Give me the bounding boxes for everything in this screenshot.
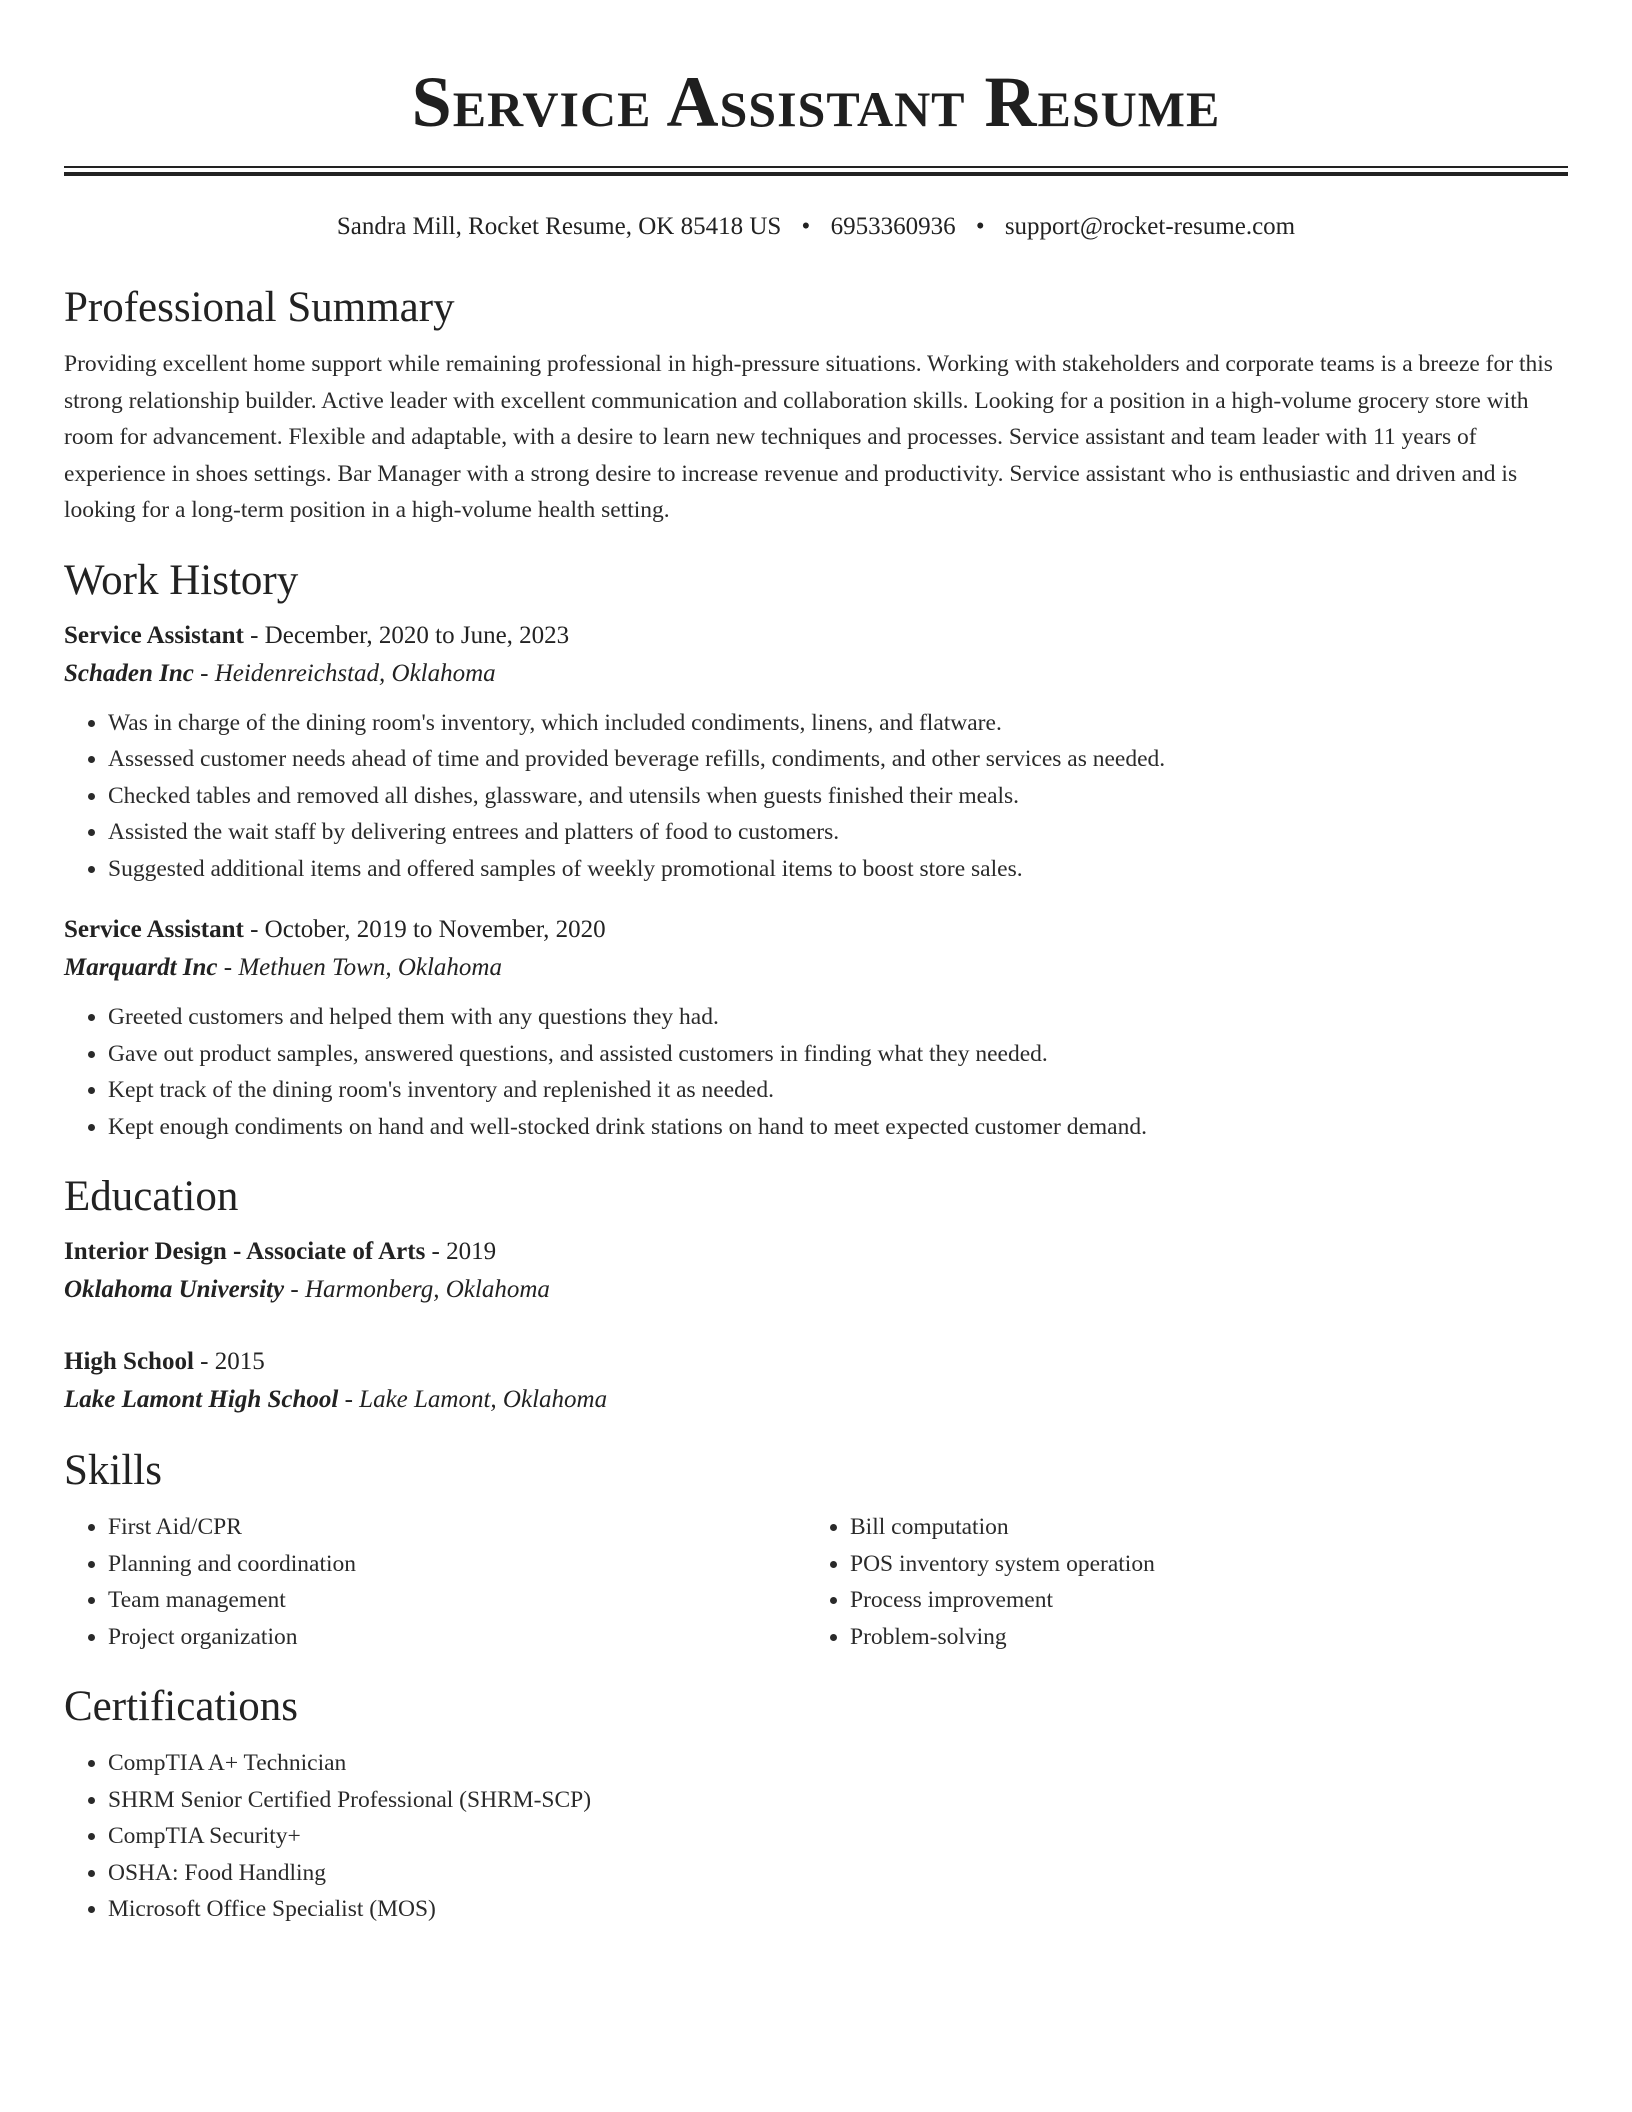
list-item: • CompTIA Security+ xyxy=(108,1818,1568,1855)
education-degree-line xyxy=(64,1343,1568,1381)
skills-list xyxy=(64,1509,806,1655)
certifications-heading: Certifications xyxy=(64,1683,299,1730)
education-school: Oklahoma University xyxy=(64,1276,285,1303)
list-item: • Checked tables and removed all dishes, glassware, and utensils when guests finished their meals. xyxy=(108,778,1568,815)
certifications-list xyxy=(64,1745,1568,1928)
list-item: • Kept enough condiments on hand and well-stocked drink stations on hand to meet expected customer demand. xyxy=(108,1109,1568,1146)
job-title-line xyxy=(64,617,1568,655)
job-company-line xyxy=(64,655,1568,693)
list-item: • Process improvement xyxy=(850,1582,1548,1619)
job-entry xyxy=(64,911,1568,1145)
resume-title: Service Assistant Resume xyxy=(411,62,1221,142)
job-role: Service Assistant xyxy=(64,621,244,649)
skills-list xyxy=(806,1509,1548,1655)
list-item: • Assessed customer needs ahead of time and provided beverage refills, condiments, and other services as needed. xyxy=(108,741,1568,778)
list-item: • SHRM Senior Certified Professional (SHRM-SCP) xyxy=(108,1782,1568,1819)
work-history-heading: Work History xyxy=(64,556,299,604)
contact-phone: 6953360936 xyxy=(830,213,956,240)
skills-column-left xyxy=(64,1509,806,1655)
list-item: • Kept track of the dining room's inventory and replenished it as needed. xyxy=(108,1072,1568,1109)
list-item: • CompTIA A+ Technician xyxy=(108,1745,1568,1782)
contact-separator: • xyxy=(801,213,811,240)
list-item: • Planning and coordination xyxy=(108,1546,806,1583)
list-item: • OSHA: Food Handling xyxy=(108,1855,1568,1892)
list-item: • Problem-solving xyxy=(850,1619,1548,1656)
list-item: • Assisted the wait staff by delivering entrees and platters of food to customers. xyxy=(108,814,1568,851)
education-section xyxy=(64,1171,1568,1419)
education-degree: High School xyxy=(64,1348,194,1375)
job-dates: - December, 2020 to June, 2023 xyxy=(243,621,570,649)
list-item: • Greeted customers and helped them with any questions they had. xyxy=(108,999,1568,1036)
list-item: • Microsoft Office Specialist (MOS) xyxy=(108,1891,1568,1928)
job-company: Marquardt Inc xyxy=(64,954,218,981)
education-degree-line xyxy=(64,1233,1568,1271)
job-bullets xyxy=(64,705,1568,888)
skills-section xyxy=(64,1445,1568,1655)
contact-email: support@rocket-resume.com xyxy=(1004,213,1296,240)
summary-text: Providing excellent home support while remaining professional in high-pressure situations. Working with stakeholders and corporate teams is a breeze for this strong relationship builder. Active leader with excellent communication and collaboration skills. Looking for a position in a high-volume grocery store with room for advancement. Flexible and adaptable, with a desire to learn new techniques and processes. Service assistant and team leader with 11 years of experience in shoes settings. Bar Manager with a strong desire to increase revenue and productivity. Service assistant who is enthusiastic and driven and is looking for a long-term position in a high-volume health setting. xyxy=(64,351,1553,523)
work-history-section xyxy=(64,555,1568,1146)
education-entry xyxy=(64,1233,1568,1309)
job-entry xyxy=(64,617,1568,888)
education-school-line xyxy=(64,1381,1568,1419)
job-bullets xyxy=(64,999,1568,1145)
list-item: • First Aid/CPR xyxy=(108,1509,806,1546)
contact-line xyxy=(64,210,1568,244)
education-location: - Harmonberg, Oklahoma xyxy=(284,1276,550,1303)
education-year: - 2015 xyxy=(193,1348,265,1375)
list-item: • Project organization xyxy=(108,1619,806,1656)
job-dates: - October, 2019 to November, 2020 xyxy=(243,916,606,943)
list-item: • Was in charge of the dining room's inventory, which included condiments, linens, and flatware. xyxy=(108,705,1568,742)
education-school: Lake Lamont High School xyxy=(64,1386,339,1413)
skills-heading: Skills xyxy=(64,1447,162,1494)
education-entry xyxy=(64,1343,1568,1419)
certifications-section xyxy=(64,1681,1568,1928)
summary-heading: Professional Summary xyxy=(64,284,455,331)
job-company-line xyxy=(64,949,1568,987)
skills-grid xyxy=(64,1509,1568,1655)
contact-separator: • xyxy=(975,213,985,240)
list-item: • Bill computation xyxy=(850,1509,1548,1546)
contact-address: Sandra Mill, Rocket Resume, OK 85418 US xyxy=(336,213,782,240)
education-location: - Lake Lamont, Oklahoma xyxy=(338,1386,608,1413)
job-role: Service Assistant xyxy=(64,916,244,943)
title-divider xyxy=(64,166,1568,176)
list-item: • Team management xyxy=(108,1582,806,1619)
list-item: • Gave out product samples, answered questions, and assisted customers in finding what they needed. xyxy=(108,1036,1568,1073)
education-heading: Education xyxy=(64,1173,239,1220)
job-title-line xyxy=(64,911,1568,949)
job-location: - Methuen Town, Oklahoma xyxy=(217,954,502,981)
job-company: Schaden Inc xyxy=(64,659,194,687)
list-item: • POS inventory system operation xyxy=(850,1546,1548,1583)
list-item: • Suggested additional items and offered samples of weekly promotional items to boost store sales. xyxy=(108,851,1568,888)
education-school-line xyxy=(64,1271,1568,1309)
education-degree: Interior Design - Associate of Arts xyxy=(64,1238,426,1265)
skills-column-right xyxy=(806,1509,1548,1655)
job-location: - Heidenreichstad, Oklahoma xyxy=(193,659,496,687)
education-year: - 2019 xyxy=(425,1238,497,1265)
